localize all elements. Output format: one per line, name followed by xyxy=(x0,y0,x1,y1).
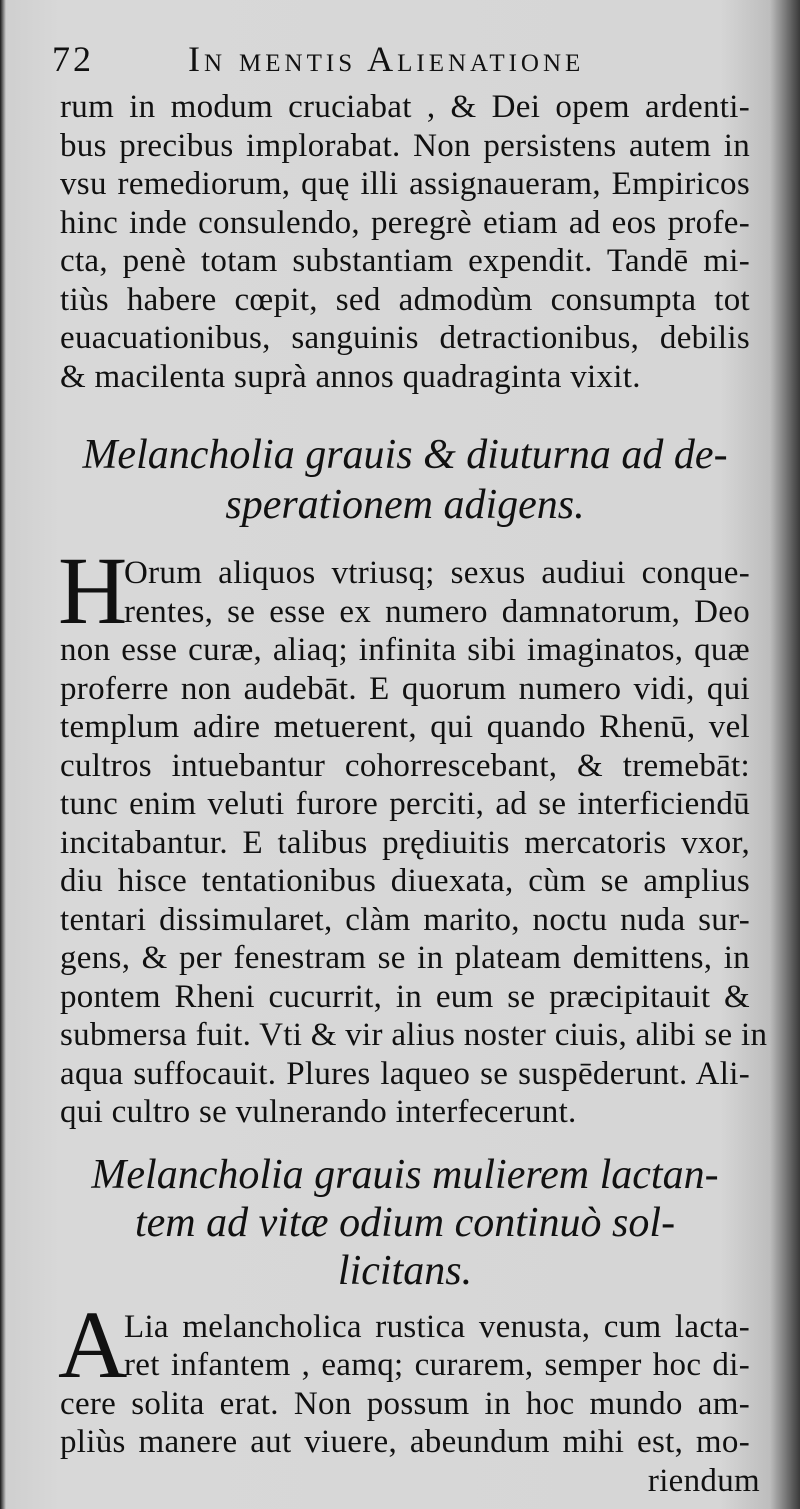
text-line: rum in modum cruciabat , & Dei opem ardenti- xyxy=(60,89,750,125)
text-line: euacuationibus, sanguinis detractionibus, debilis xyxy=(60,320,750,356)
text-line: submersa fuit. Vti & vir alius noster ciuis, alibi se in xyxy=(60,1017,768,1053)
running-head xyxy=(52,30,750,88)
text-line: proferre non audebāt. E quorum numero vidi, qui xyxy=(60,670,750,707)
text-line: Orum aliquos vtriusq; sexus audiui conque- xyxy=(124,555,750,591)
text-line: cta, penè totam substantiam expendit. Tandē mi- xyxy=(60,243,750,279)
heading-line: tem ad vitæ odium continuò sol- xyxy=(134,1199,676,1246)
heading-line: sperationem adigens. xyxy=(225,482,585,528)
text-line: Lia melancholica rustica venusta, cum lacta- xyxy=(124,1308,750,1345)
text-line: pontem Rheni cucurrit, in eum se præcipitauit & xyxy=(60,978,750,1015)
heading-line: licitans. xyxy=(337,1247,473,1294)
text-line: ret infantem , eamq; curarem, semper hoc di- xyxy=(124,1347,750,1383)
page-number: 72 xyxy=(52,39,94,79)
text-block xyxy=(52,30,768,1500)
text-line: qui cultro se vulnerando interfecerunt. xyxy=(60,1094,577,1130)
text-line: cere solita erat. Non possum in hoc mundo am- xyxy=(60,1385,750,1422)
paragraph-2 xyxy=(58,537,768,1132)
text-line: tunc enim veluti furore perciti, ad se interficiendū xyxy=(60,786,750,822)
text-line: tentari dissimularet, clàm marito, noctu nuda sur- xyxy=(60,901,750,938)
heading-line: Melancholia grauis mulierem lactan- xyxy=(91,1151,719,1198)
text-line: & macilenta suprà annos quadraginta vixit. xyxy=(60,358,641,395)
paragraph-continuation xyxy=(60,88,750,396)
text-line: pliùs manere aut viuere, abeundum mihi est, mo- xyxy=(60,1424,750,1460)
text-line: gens, & per fenestram se in plateam demittens, in xyxy=(60,940,750,976)
drop-cap: H xyxy=(58,537,128,644)
text-line: vsu remediorum, quę illi assignaueram, Empiricos xyxy=(60,166,750,202)
paragraph-3 xyxy=(58,1290,760,1501)
section-heading-1 xyxy=(60,432,750,532)
text-line: tiùs habere cœpit, sed admodùm consumpta tot xyxy=(60,281,750,318)
text-line: cultros intuebantur cohorrescebant, & tremebāt: xyxy=(60,747,750,784)
heading-line: Melancholia grauis & diuturna ad de- xyxy=(82,432,728,478)
text-line: diu hisce tentationibus diuexata, cùm se amplius xyxy=(60,863,750,899)
drop-cap: A xyxy=(58,1290,128,1398)
text-line: bus precibus implorabat. Non persistens autem in xyxy=(60,127,750,164)
text-line: templum adire metuerent, qui quando Rhenū, vel xyxy=(60,709,750,745)
text-line: rentes, se esse ex numero damnatorum, Deo xyxy=(124,593,750,630)
section-heading-2 xyxy=(60,1152,750,1296)
text-line: aqua suffocauit. Plures laqueo se suspēderunt. Ali- xyxy=(60,1055,750,1092)
text-line: non esse curæ, aliaq; infinita sibi imaginatos, quæ xyxy=(60,632,750,668)
text-line: hinc inde consulendo, peregrè etiam ad eos profe- xyxy=(60,204,750,241)
running-title: In mentis Alienatione xyxy=(188,39,585,79)
text-line: incitabantur. E talibus prędiuitis mercatoris vxor, xyxy=(60,824,750,861)
catchword: riendum xyxy=(647,1462,760,1499)
